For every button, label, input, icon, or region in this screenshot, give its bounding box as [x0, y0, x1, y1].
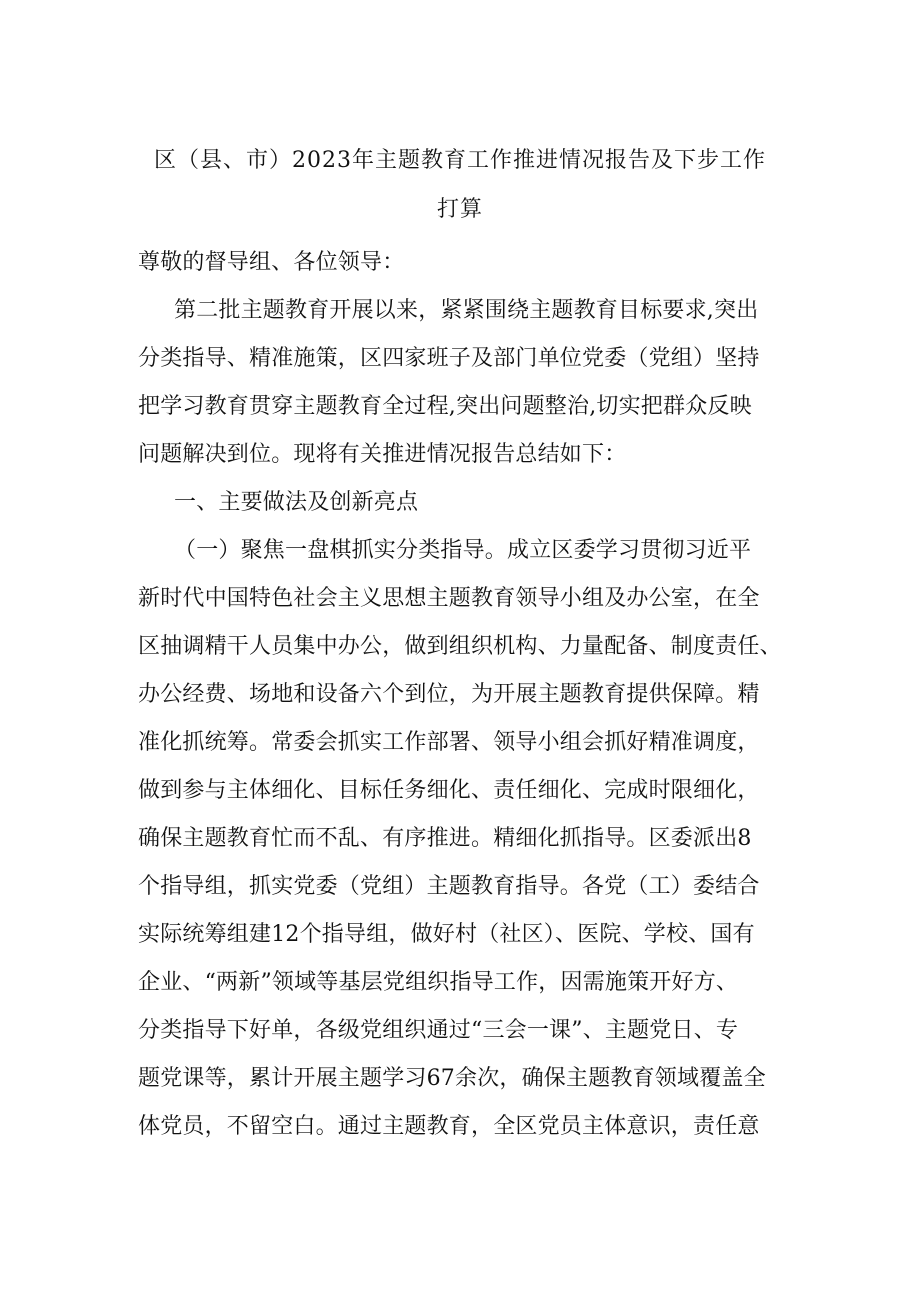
document-title-line-2: 打算 [436, 197, 483, 222]
paragraph-line: 确保主题教育忙而不乱、有序推进。精细化抓指导。区委派出8 [138, 826, 752, 851]
paragraph-line: 办公经费、场地和设备六个到位，为开展主题教育提供保障。精 [138, 682, 760, 707]
paragraph-line: 新时代中国特色社会主义思想主题教育领导小组及办公室，在全 [138, 586, 760, 611]
paragraph-line: 第二批主题教育开展以来，紧紧围绕主题教育目标要求,突出 [174, 298, 759, 323]
paragraph-line: （一）聚焦一盘棋抓实分类指导。成立区委学习贯彻习近平 [174, 538, 752, 563]
salutation: 尊敬的督导组、各位领导： [138, 250, 405, 275]
paragraph-line: 把学习教育贯穿主题教育全过程,突出问题整治,切实把群众反映 [138, 394, 752, 419]
paragraph-line: 做到参与主体细化、目标任务细化、责任细化、完成时限细化， [138, 778, 760, 803]
document-title-line-1: 区（县、市）2023年主题教育工作推进情况报告及下步工作 [154, 148, 766, 173]
paragraph-line: 分类指导、精准施策，区四家班子及部门单位党委（党组）坚持 [138, 346, 760, 371]
paragraph-line: 实际统筹组建12个指导组，做好村（社区）、医院、学校、国有 [138, 922, 755, 947]
paragraph-line: 个指导组，抓实党委（党组）主题教育指导。各党（工）委结合 [138, 874, 760, 899]
paragraph-line: 分类指导下好单，各级党组织通过“三会一课”、主题党日、专 [138, 1018, 739, 1043]
paragraph-line: 问题解决到位。现将有关推进情况报告总结如下： [138, 442, 627, 467]
section-heading: 一、主要做法及创新亮点 [174, 490, 419, 515]
paragraph-line: 题党课等，累计开展主题学习67余次，确保主题教育领域覆盖全 [138, 1066, 766, 1091]
paragraph-line: 准化抓统筹。常委会抓实工作部署、领导小组会抓好精准调度， [138, 730, 760, 755]
paragraph-line: 体党员，不留空白。通过主题教育，全区党员主体意识，责任意 [138, 1114, 760, 1139]
paragraph-line: 企业、“两新”领域等基层党组织指导工作，因需施策开好方、 [138, 970, 739, 995]
paragraph-line: 区抽调精干人员集中办公，做到组织机构、力量配备、制度责任、 [138, 634, 782, 659]
